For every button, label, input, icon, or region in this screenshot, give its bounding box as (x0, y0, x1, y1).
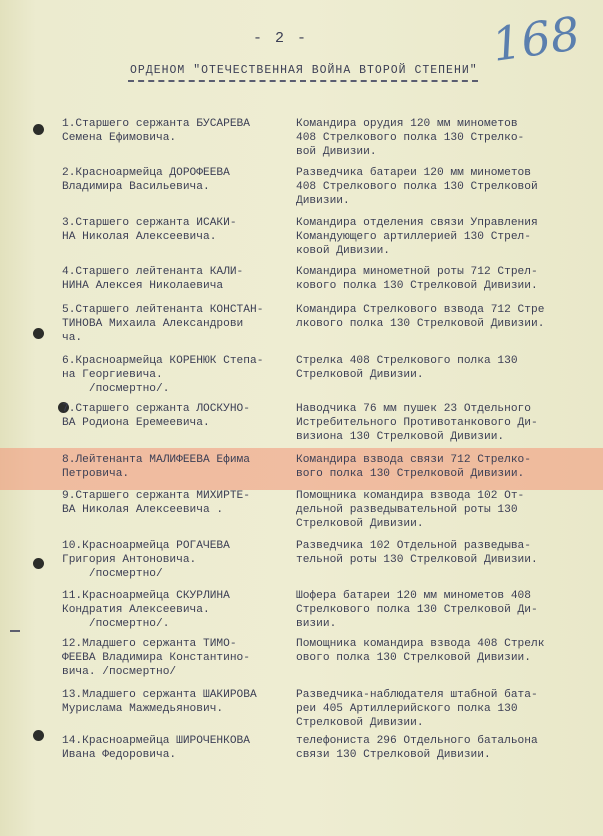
recipient-position: Разведчика 102 Отдельной разведыва- тельной роты 130 Стрелковой Дивизии. (296, 540, 538, 566)
recipient-name: 7.Старшего сержанта ЛОСКУНО- ВА Родиона Еремеевича. (62, 403, 250, 429)
recipient-name: 2.Красноармейца ДОРОФЕЕВА Владимира Васильевича. (62, 167, 230, 193)
recipient-name: 13.Младшего сержанта ШАКИРОВА Мурислама Мажмедьянович. (62, 689, 257, 715)
recipient-position: Командира орудия 120 мм минометов 408 Стрелкового полка 130 Стрелко- вой Дивизии. (296, 118, 525, 158)
recipient-position: телефониста 296 Отдельного батальона связи 130 Стрелковой Дивизии. (296, 735, 538, 761)
archive-number: 168 (488, 6, 584, 72)
recipient-position: Разведчика-наблюдателя штабной бата- реи 405 Артиллерийского полка 130 Стрелковой Дивизии. (296, 689, 538, 729)
recipient-position: Разведчика батареи 120 мм минометов 408 Стрелкового полка 130 Стрелковой Дивизии. (296, 167, 538, 207)
recipient-name: 1.Старшего сержанта БУСАРЕВА Семена Ефимовича. (62, 118, 250, 144)
binding-hole (33, 558, 44, 569)
recipient-position: Стрелка 408 Стрелкового полка 130 Стрелковой Дивизии. (296, 355, 518, 381)
recipient-name: 11.Красноармейца СКУРЛИНА Кондратия Алексеевича. /посмертно/. (62, 590, 230, 630)
recipient-position: Командира Стрелкового взвода 712 Стре лкового полка 130 Стрелковой Дивизии. (296, 304, 545, 330)
recipient-position: Командира взвода связи 712 Стрелко- вого полка 130 Стрелковой Дивизии. (296, 454, 531, 480)
recipient-name: 14.Красноармейца ШИРОЧЕНКОВА Ивана Федоровича. (62, 735, 250, 761)
recipient-position: Наводчика 76 мм пушек 23 Отдельного Истребительного Противотанкового Ди- визиона 130 Стрелковой Дивизии. (296, 403, 538, 443)
title-underline (128, 80, 478, 82)
binding-hole (33, 328, 44, 339)
recipient-name: 9.Старшего сержанта МИХИРТЕ- ВА Николая Алексеевича . (62, 490, 250, 516)
binding-hole (33, 124, 44, 135)
recipient-name: 12.Младшего сержанта ТИМО- ФЕЕВА Владимира Константино- вича. /посмертно/ (62, 638, 250, 678)
page-number: - 2 - (253, 30, 309, 47)
recipient-name: 5.Старшего лейтенанта КОНСТАН- ТИНОВА Михаила Александрови ча. (62, 304, 264, 344)
recipient-name: 6.Красноармейца КОРЕНЮК Степа- на Георгиевича. /посмертно/. (62, 355, 264, 395)
recipient-position: Шофера батареи 120 мм минометов 408 Стрелкового полка 130 Стрелковой Ди- визии. (296, 590, 538, 630)
recipient-name: 4.Старшего лейтенанта КАЛИ- НИНА Алексея Николаевича (62, 266, 244, 292)
binding-hole (33, 730, 44, 741)
recipient-name: 8.Лейтенанта МАЛИФЕЕВА Ефима Петровича. (62, 454, 250, 480)
recipient-name: 10.Красноармейца РОГАЧЕВА Григория Антоновича. /посмертно/ (62, 540, 230, 580)
recipient-position: Командира минометной роты 712 Стрел- кового полка 130 Стрелковой Дивизии. (296, 266, 538, 292)
recipient-position: Помощника командира взвода 408 Стрелк ового полка 130 Стрелковой Дивизии. (296, 638, 545, 664)
order-title: ОРДЕНОМ "ОТЕЧЕСТВЕННАЯ ВОЙНА ВТОРОЙ СТЕПЕНИ" (130, 64, 478, 77)
recipient-position: Помощника командира взвода 102 От- дельной разведывательной роты 130 Стрелковой Дивизии. (296, 490, 525, 530)
recipient-position: Командира отделения связи Управления Командующего артиллерией 130 Стрел- ковой Дивизии. (296, 217, 538, 257)
margin-mark (10, 630, 20, 632)
recipient-name: 3.Старшего сержанта ИСАКИ- НА Николая Алексеевича. (62, 217, 237, 243)
